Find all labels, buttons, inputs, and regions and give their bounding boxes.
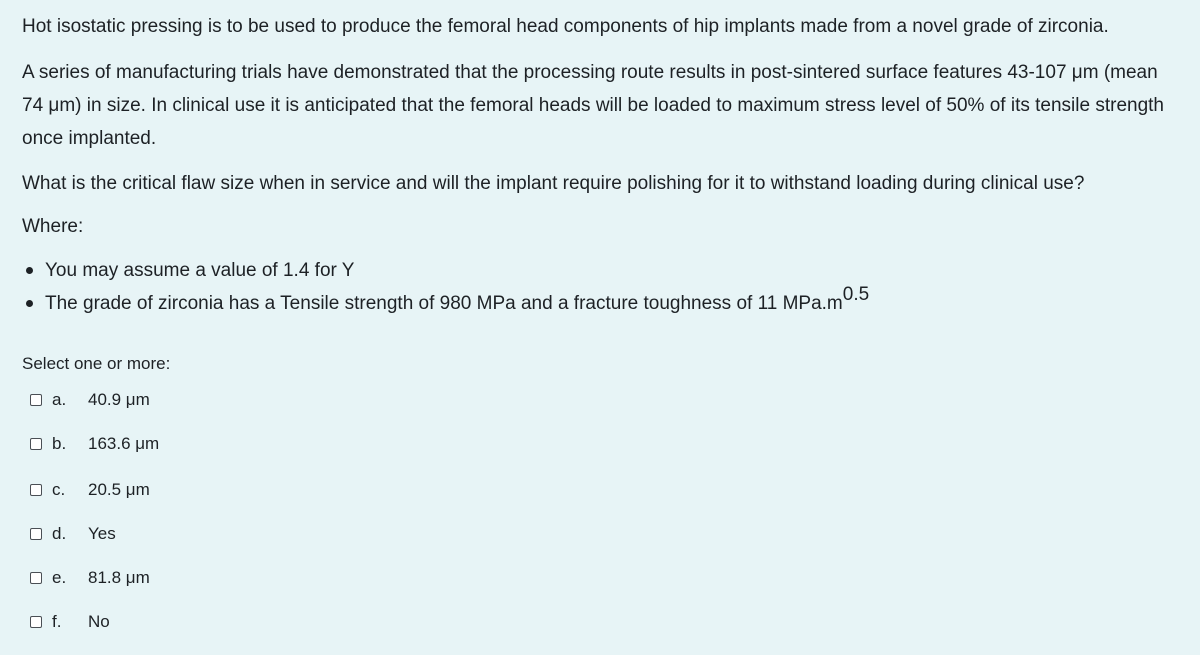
answer-option-c[interactable] xyxy=(30,478,150,502)
assumption-item xyxy=(22,254,869,287)
answer-text: 40.9 μm xyxy=(88,390,150,409)
answer-text: 81.8 μm xyxy=(88,568,150,587)
bullet-icon xyxy=(26,300,33,307)
answer-text: Yes xyxy=(88,524,116,543)
checkbox[interactable] xyxy=(30,616,42,628)
question-paragraph-3: What is the critical flaw size when in service and will the implant require polishing for it to withstand loading during clinical use? xyxy=(22,173,1085,194)
answer-option-b[interactable] xyxy=(30,432,159,456)
exponent: 0.5 xyxy=(842,283,870,305)
answer-text: 20.5 μm xyxy=(88,480,150,499)
checkbox[interactable] xyxy=(30,528,42,540)
checkbox[interactable] xyxy=(30,572,42,584)
answer-option-a[interactable] xyxy=(30,388,150,412)
answer-option-f[interactable] xyxy=(30,610,110,634)
answer-text: No xyxy=(88,612,110,631)
answer-text: 163.6 μm xyxy=(88,434,160,453)
answer-letter: d. xyxy=(52,524,67,543)
checkbox[interactable] xyxy=(30,484,42,496)
question-paragraph-1: Hot isostatic pressing is to be used to produce the femoral head components of hip implants made from a novel grade of zirconia. xyxy=(22,16,1109,37)
where-label: Where: xyxy=(22,216,84,237)
checkbox[interactable] xyxy=(30,438,42,450)
answer-option-e[interactable] xyxy=(30,566,150,590)
answer-letter: e. xyxy=(52,568,67,587)
question-paragraph-2: A series of manufacturing trials have demonstrated that the processing route results in post-sintered surface features 43-107 μm (mean 74 μm) in size. In clinical use it is anticipated that the femoral heads will be loaded to maximum stress level of 50% of its tensile strength once implanted. xyxy=(22,62,1164,149)
answer-letter: c. xyxy=(52,480,66,499)
select-instruction: Select one or more: xyxy=(22,354,171,373)
answer-letter: f. xyxy=(52,612,62,631)
checkbox[interactable] xyxy=(30,394,42,406)
answer-letter: b. xyxy=(52,434,67,453)
assumption-item xyxy=(22,283,870,320)
bullet-icon xyxy=(26,267,33,274)
answer-option-d[interactable] xyxy=(30,522,116,546)
answer-letter: a. xyxy=(52,390,67,409)
assumptions-list xyxy=(22,254,869,320)
assumption-text: The grade of zirconia has a Tensile strength of 980 MPa and a fracture toughness of 11 MPa.m xyxy=(45,293,843,314)
assumption-text: You may assume a value of 1.4 for Y xyxy=(45,260,355,281)
